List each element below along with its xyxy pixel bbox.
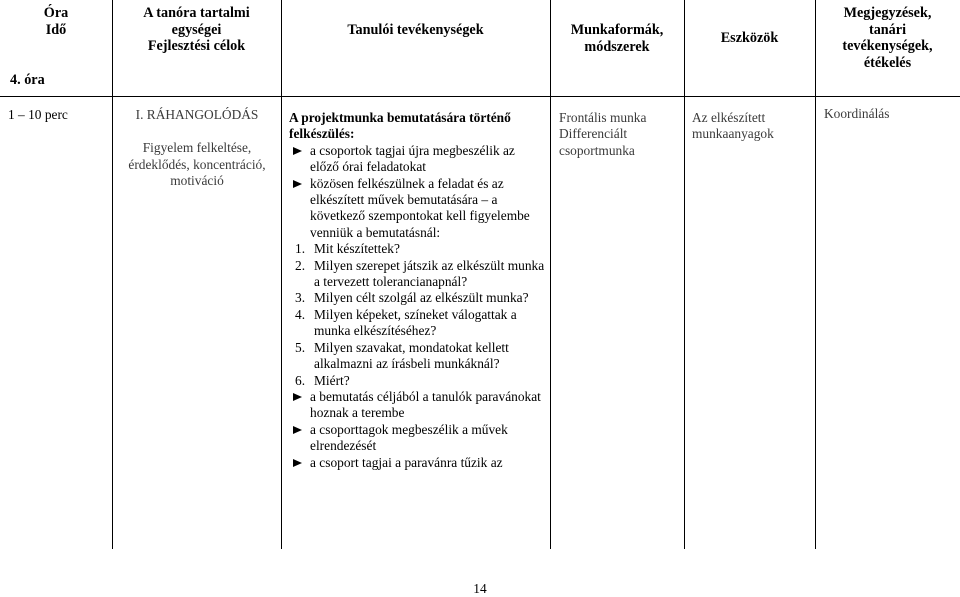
header-content-units: A tanóra tartalmi egységei Fejlesztési célok	[143, 5, 250, 54]
activity-bullet: a csoportok tagjai újra megbeszélik az előző órai feladatokat	[289, 143, 546, 176]
activity-title: A projektmunka bemutatására történő felkészülés:	[289, 110, 511, 142]
time-cell: 1 – 10 perc	[8, 107, 68, 122]
header-notes: Megjegyzések, tanári tevékenységek, étékelés	[842, 5, 933, 71]
column-divider	[550, 0, 551, 549]
activities-cell	[289, 110, 546, 471]
question-item: 4. Milyen képeket, színeket válogattak a munka elkészítéséhez?	[295, 306, 517, 339]
activity-bullet: a bemutatás céljából a tanulók paravánokat hoznak a terembe	[289, 389, 546, 422]
section-title: I. RÁHANGOLÓDÁS	[135, 107, 259, 122]
column-divider	[815, 0, 816, 549]
header-divider	[0, 96, 960, 97]
page-number: 14	[473, 581, 487, 596]
column-divider	[281, 0, 282, 549]
header-student-activities: Tanulói tevékenységek	[347, 22, 484, 38]
activity-bullet: közösen felkészülnek a feladat és az elkészített művek bemutatására – a következő szempontokat kell figyelembe venniük a bemutatásnál:	[289, 176, 546, 242]
question-item: 1. Mit készítettek?	[295, 241, 400, 257]
goals-text: Figyelem felkeltése, érdeklődés, koncentráció, motiváció	[128, 140, 266, 189]
notes-cell: Koordinálás	[824, 106, 890, 121]
header-work-forms: Munkaformák, módszerek	[570, 22, 664, 55]
question-item: 5. Milyen szavakat, mondatokat kellett alkalmazni az írásbeli munkáknál?	[295, 339, 509, 372]
column-divider	[684, 0, 685, 549]
column-divider	[112, 0, 113, 549]
activity-bullet: a csoporttagok megbeszélik a művek elrendezését	[289, 422, 546, 455]
work-forms-cell: Frontális munka Differenciált csoportmunka	[559, 110, 647, 158]
content-cell	[118, 107, 276, 190]
tools-cell: Az elkészített munkaanyagok	[692, 110, 774, 142]
header-time: Óra Idő	[43, 5, 69, 38]
lesson-label: 4. óra	[10, 72, 45, 88]
activity-bullet: a csoport tagjai a paravánra tűzik az	[289, 455, 546, 471]
question-item: 3. Milyen célt szolgál az elkészült munka?	[295, 290, 529, 306]
header-tools: Eszközök	[720, 30, 779, 46]
question-item: 2. Milyen szerepet játszik az elkészült munka a tervezett tolerancianapnál?	[295, 257, 545, 290]
question-item: 6. Miért?	[295, 372, 350, 388]
